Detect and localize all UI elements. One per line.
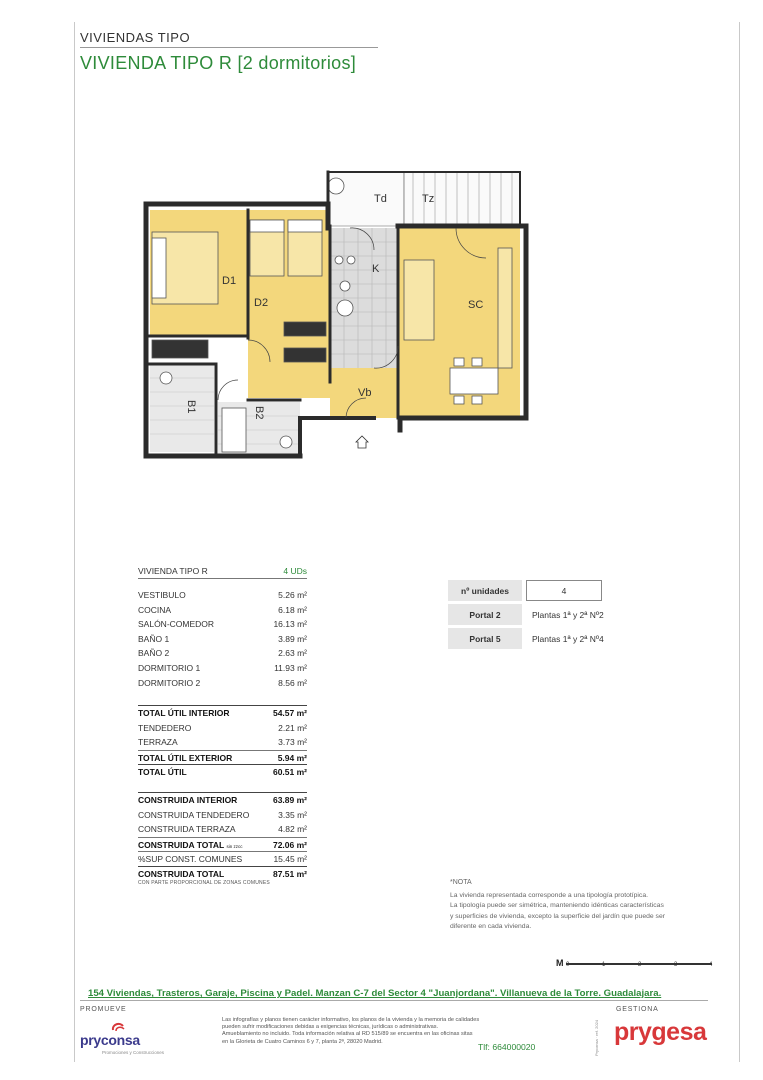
portal-row xyxy=(448,628,604,649)
rooms-table xyxy=(138,588,307,690)
scale-tick: 2 xyxy=(638,962,642,968)
pryconsa-wordmark: pryconsa xyxy=(80,1032,140,1048)
table-row: TERRAZA 3.73 m² xyxy=(138,737,307,748)
kitchen-floor xyxy=(330,228,398,368)
table-row: TENDEDERO 2.21 m² xyxy=(138,722,307,733)
footer-divider xyxy=(80,1000,708,1001)
table-row: CONSTRUIDA TOTAL sin zzcc 72.06 m² xyxy=(138,837,307,852)
label-b2: B2 xyxy=(253,406,265,420)
floor-plan xyxy=(138,168,548,468)
surfaces-header xyxy=(138,566,307,579)
table-row: CONSTRUIDA TOTAL 87.51 m² xyxy=(138,866,307,881)
portal-label: Portal 5 xyxy=(448,628,522,649)
table-row: TOTAL ÚTIL 60.51 m² xyxy=(138,764,307,779)
legal-line: Amueblamiento no incluido. Toda información relativa al RD 515/89 se encuentra en las oficinas sitas xyxy=(222,1031,473,1038)
note-line: La tipología puede ser simétrica, manteniendo idénticas características xyxy=(450,902,664,910)
scale-tick: 1 xyxy=(602,962,606,968)
scale-unit: M xyxy=(556,958,564,968)
units-count-value: 4 xyxy=(526,580,602,601)
prygesa-logo: prygesa xyxy=(614,1018,707,1046)
legal-line: en la Glorieta de Cuatro Caminos 6 y 7, planta 2ª, 28020 Madrid. xyxy=(222,1038,383,1045)
table-row: TOTAL ÚTIL EXTERIOR 5.94 m² xyxy=(138,750,307,765)
typology-note xyxy=(450,878,690,933)
units-count-row xyxy=(448,580,604,601)
legal-line: Las infografías y planos tienen carácter informativo, los planos de la vivienda y la memoria de calidades xyxy=(222,1017,480,1023)
common-areas-footnote: CON PARTE PROPORCIONAL DE ZONAS COMUNES xyxy=(138,880,270,886)
surfaces-header-label: VIVIENDA TIPO R xyxy=(138,566,208,576)
table-row: VESTIBULO 5.26 m² xyxy=(138,590,307,600)
scale-line xyxy=(566,962,713,968)
development-title: 154 Viviendas, Trasteros, Garaje, Piscina y Padel. Manzan C-7 del Sector 4 "Juanjordana". Villanueva de la Torre. Guadalajara. xyxy=(88,988,662,999)
note-line: y superficies de vivienda, excepto la superficie del jardín que puede ser xyxy=(450,912,665,920)
scale-tick: 0 xyxy=(566,962,570,968)
table-row: BAÑO 2 2.63 m² xyxy=(138,648,307,659)
legal-line: pueden sufrir modificaciones debidas a exigencias técnicas, jurídicas o administrativas. xyxy=(222,1024,439,1031)
note-heading: *NOTA xyxy=(450,879,472,886)
label-td: Td xyxy=(374,193,387,205)
pryconsa-tagline: Promociones y Construcciones xyxy=(102,1050,165,1055)
surfaces-header-units: 4 UDs xyxy=(283,566,307,576)
page-title: VIVIENDA TIPO R [2 dormitorios] xyxy=(80,53,357,73)
portal-floors: Plantas 1ª y 2ª Nº2 xyxy=(532,609,604,620)
label-b1: B1 xyxy=(185,400,197,414)
portal-row xyxy=(448,604,604,625)
table-row: CONSTRUIDA INTERIOR 63.89 m² xyxy=(138,795,307,805)
units-box xyxy=(448,580,604,652)
portal-floors: Plantas 1ª y 2ª Nº4 xyxy=(532,633,604,644)
promoter-caption: PROMUEVE xyxy=(80,1006,127,1013)
label-tz: Tz xyxy=(422,193,435,205)
side-reference: Pryconsa · ref. 2024 xyxy=(594,1019,599,1056)
table-row: CONSTRUIDA TERRAZA 4.82 m² xyxy=(138,824,307,835)
pryconsa-logo xyxy=(80,1020,180,1060)
note-line: La vivienda representada corresponde a una tipología prototípica. xyxy=(450,891,648,899)
table-row: DORMITORIO 2 8.56 m² xyxy=(138,677,307,688)
portal-label: Portal 2 xyxy=(448,604,522,625)
label-d1: D1 xyxy=(222,275,237,287)
note-line: diferente en cada vivienda. xyxy=(450,923,532,931)
label-vb: Vb xyxy=(358,387,372,399)
table-row: SALÓN-COMEDOR 16.13 m² xyxy=(138,619,307,630)
scale-tick: 3 xyxy=(674,962,678,968)
contact-phone: Tlf: 664000020 xyxy=(478,1042,536,1052)
label-k: K xyxy=(372,263,380,275)
built-table xyxy=(138,792,307,881)
useful-table xyxy=(138,705,307,779)
units-count-label: nº unidades xyxy=(448,580,522,601)
entrance-icon xyxy=(356,436,368,448)
label-d2: D2 xyxy=(254,297,269,309)
table-row: CONSTRUIDA TENDEDERO 3.35 m² xyxy=(138,809,307,820)
table-row: BAÑO 1 3.89 m² xyxy=(138,633,307,644)
label-sc: SC xyxy=(468,299,484,311)
table-row: TOTAL ÚTIL INTERIOR 54.57 m² xyxy=(138,708,307,718)
page-supertitle: VIVIENDAS TIPO xyxy=(80,30,191,45)
manager-caption: GESTIONA xyxy=(616,1006,659,1013)
pryconsa-mark-icon xyxy=(110,1020,126,1032)
title-divider xyxy=(80,47,378,48)
legal-text xyxy=(222,1017,594,1046)
table-row: DORMITORIO 1 11.93 m² xyxy=(138,662,307,673)
scale-tick: 4 xyxy=(709,962,713,968)
table-row: %SUP CONST. COMUNES 15.45 m² xyxy=(138,851,307,866)
table-row: COCINA 6.18 m² xyxy=(138,604,307,615)
scale-bar xyxy=(556,954,716,970)
